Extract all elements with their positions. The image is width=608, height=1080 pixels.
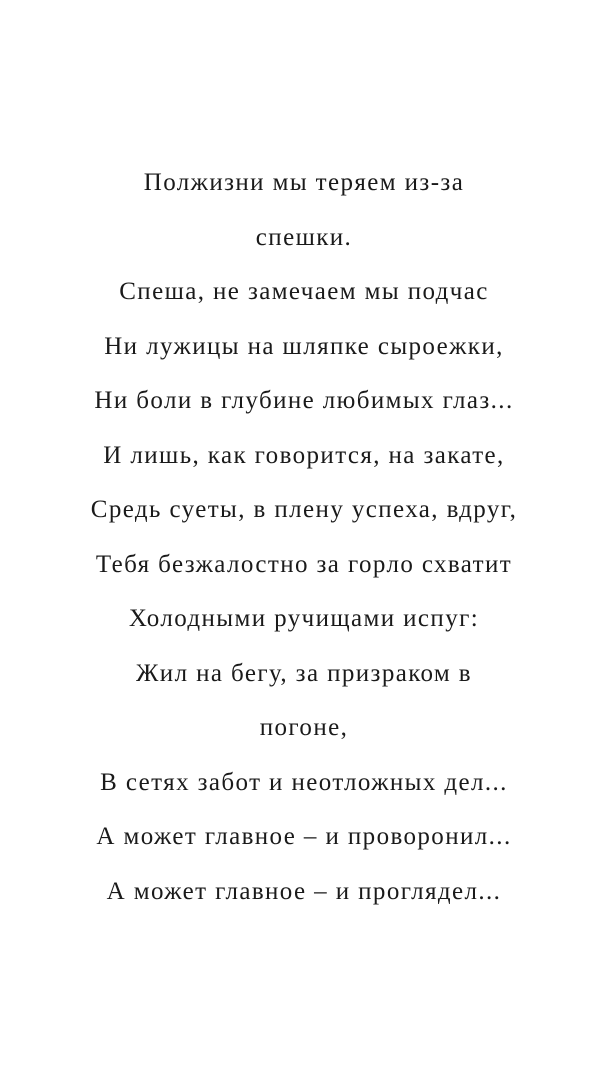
poem-line: Спеша, не замечаем мы подчас [119,278,489,305]
poem-line: А может главное – и проворонил... [96,823,512,850]
poem-line: Средь суеты, в плену успеха, вдруг, [90,496,518,523]
poem-line: погоне, [259,714,349,741]
poem-line: И лишь, как говорится, на закате, [103,441,505,469]
poem-line: Ни лужицы на шляпке сыроежки, [104,332,504,360]
poem-line: Ни боли в глубине любимых глаз... [94,387,514,414]
poem-line: Жил на бегу, за призраком в [136,659,472,687]
poem-line: Тебя безжалостно за горло схватит [95,550,513,578]
poem-text [0,156,608,919]
poem-line: Холодными ручищами испуг: [128,605,480,632]
poem-line: Полжизни мы теряем из-за [143,169,465,196]
poem-line: В сетях забот и неотложных дел... [100,768,508,796]
poem-line: спешки. [255,223,353,251]
poem-line: А может главное – и проглядел... [106,877,502,905]
